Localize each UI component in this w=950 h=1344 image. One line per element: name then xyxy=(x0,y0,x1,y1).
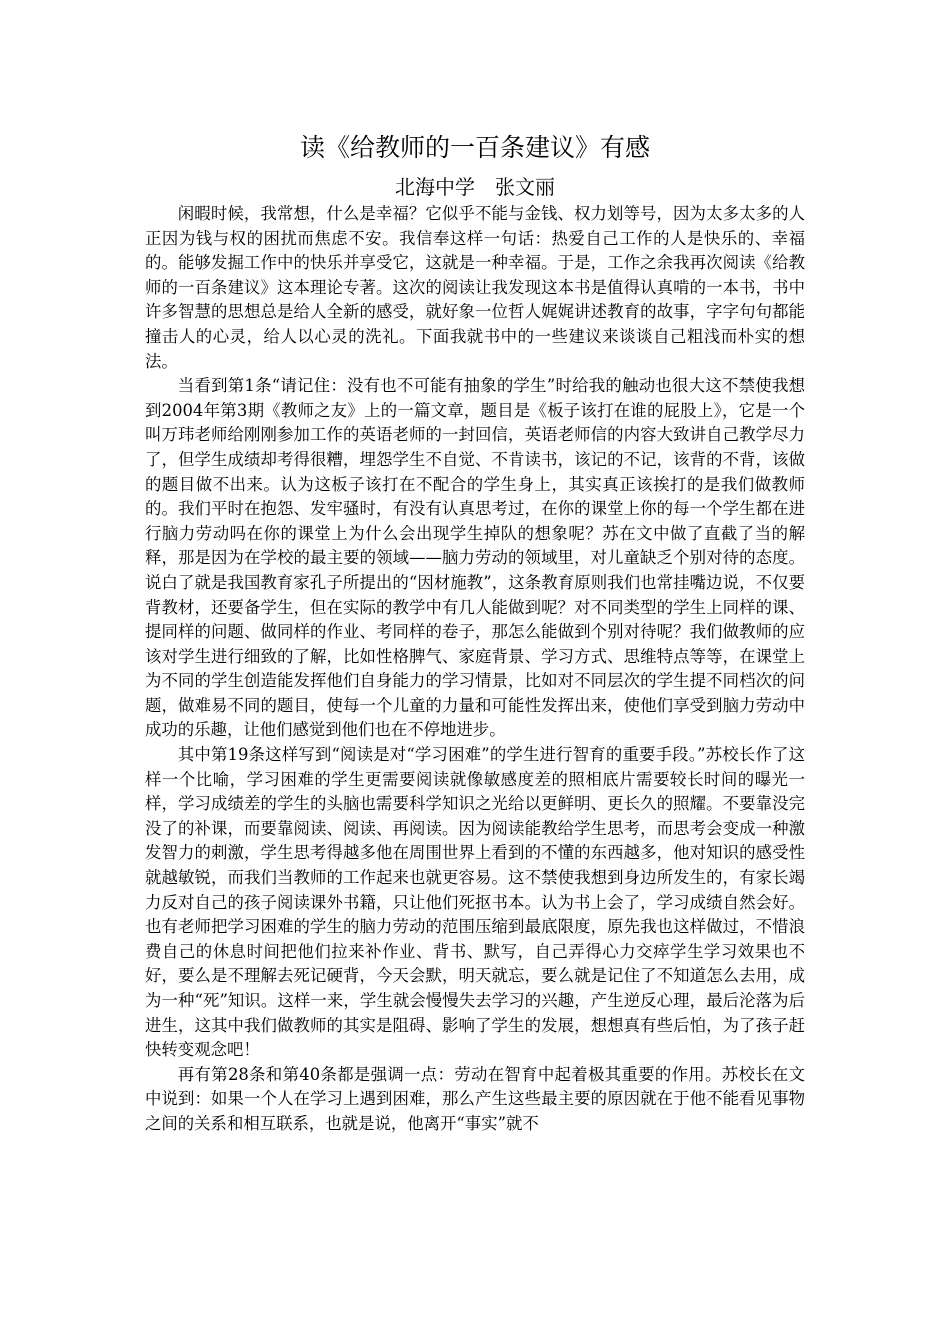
document-title: 读《给教师的一百条建议》有感 xyxy=(299,133,650,162)
school-name: 北海中学 xyxy=(395,175,475,199)
author-line xyxy=(145,172,805,202)
author-name: 张文丽 xyxy=(495,175,555,199)
paragraph-2: 当看到第1条“请记住：没有也不可能有抽象的学生”时给我的触动也很大这不禁使我想到2004年第3期《教师之友》上的一篇文章，题目是《板子该打在谁的屁股上》，它是一个叫万玮老师给刚刚参加工作的英语老师的一封回信，英语老师信的内容大致讲自己教学尽力了，但学生成绩却考得很糟，埋怨学生不自觉、不肯读书，该记的不记，该背的不背，该做的题目做不出来。认为这板子该打在不配合的学生身上，其实真正该挨打的是我们做教师的。我们平时在抱怨、发牢骚时，有没有认真思考过，在你的课堂上你的每一个学生都在进行脑力劳动吗在你的课堂上为什么会出现学生掉队的想象呢？苏在文中做了直截了当的解释，那是因为在学校的最主要的领域——脑力劳动的领域里，对儿童缺乏个别对待的态度。说白了就是我国教育家孔子所提出的“因材施教”，这条教育原则我们也常挂嘴边说，不仅要背教材，还要备学生，但在实际的教学中有几人能做到呢？对不同类型的学生上同样的课、提同样的问题、做同样的作业、考同样的卷子，那怎么能做到个别对待呢？我们做教师的应该对学生进行细致的了解，比如性格脾气、家庭背景、学习方式、思维特点等等，在课堂上为不同的学生创造能发挥他们自身能力的学习情景，比如对不同层次的学生提不同档次的问题，做难易不同的题目，使每一个儿童的力量和可能性发挥出来，使他们享受到脑力劳动中成功的乐趣，让他们感觉到他们也在不停地进步。 xyxy=(145,376,805,740)
paragraph-1: 闲暇时候，我常想，什么是幸福？它似乎不能与金钱、权力划等号，因为太多太多的人正因为钱与权的困扰而焦虑不安。我信奉这样一句话：热爱自己工作的人是快乐的、幸福的。能够发掘工作中的快乐并享受它，这就是一种幸福。于是，工作之余我再次阅读《给教师的一百条建议》这本理论专著。这次的阅读让我发现这本书是值得认真啃的一本书，书中许多智慧的思想总是给人全新的感受，就好象一位哲人娓娓讲述教育的故事，字字句句都能撞击人的心灵，给人以心灵的洗礼。下面我就书中的一些建议来谈谈自己粗浅而朴实的想法。 xyxy=(145,204,805,371)
paragraph-3: 其中第19条这样写到“阅读是对“学习困难”的学生进行智育的重要手段。”苏校长作了这样一个比喻，学习困难的学生更需要阅读就像敏感度差的照相底片需要较长时间的曝光一样，学习成绩差的学生的头脑也需要科学知识之光给以更鲜明、更长久的照耀。不要靠没完没了的补课，而要靠阅读、阅读、再阅读。因为阅读能教给学生思考，而思考会变成一种激发智力的刺激，学生思考得越多他在周围世界上看到的不懂的东西越多，他对知识的感受性就越敏锐，而我们当教师的工作起来也就更容易。这不禁使我想到身边所发生的，有家长竭力反对自己的孩子阅读课外书籍，只让他们死抠书本。认为书上会了，学习成绩自然会好。也有老师把学习困难的学生的脑力劳动的范围压缩到最底限度，原先我也这样做过，不惜浪费自己的休息时间把他们拉来补作业、背书、默写，自己弄得心力交瘁学生学习效果也不好，要么是不理解去死记硬背，今天会默，明天就忘，要么就是记住了不知道怎么去用，成为一种“死”知识。这样一来，学生就会慢慢失去学习的兴趣，产生逆反心理，最后沦落为后进生，这其中我们做教师的其实是阻碍、影响了学生的发展，想想真有些后怕，为了孩子赶快转变观念吧！ xyxy=(145,745,805,1060)
paragraph-4: 再有第28条和第40条都是强调一点：劳动在智育中起着极其重要的作用。苏校长在文中说到：如果一个人在学习上遇到困难，那么产生这些最主要的原因就在于他不能看见事物之间的关系和相互联系，也就是说，他离开“事实”就不 xyxy=(145,1064,805,1133)
document-page xyxy=(145,128,805,1137)
